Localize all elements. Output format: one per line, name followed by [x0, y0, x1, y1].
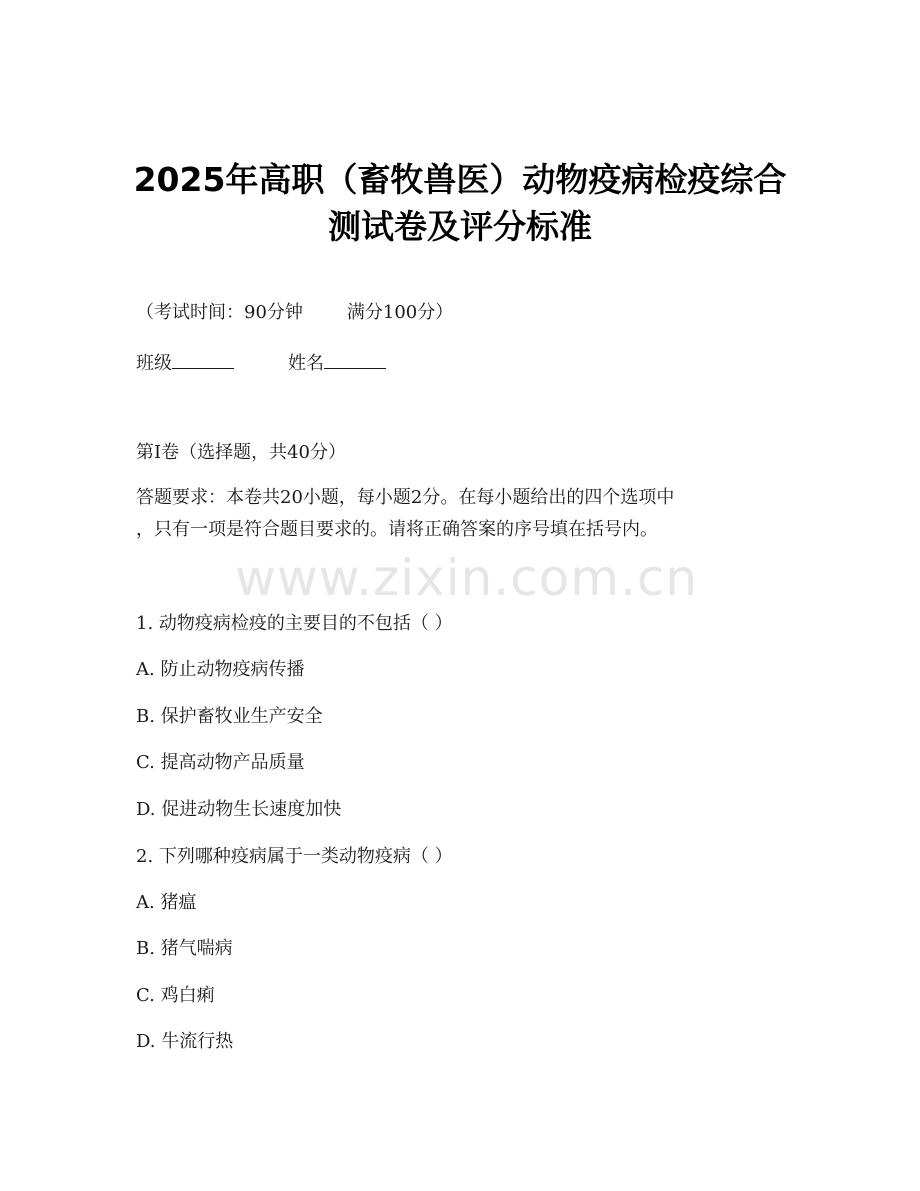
question-2-option-c: C. 鸡白痢 [136, 985, 215, 1006]
instructions-line-1: 答题要求：本卷共20小题，每小题2分。在每小题给出的四个选项中 [136, 487, 675, 508]
instructions-line-2: ，只有一项是符合题目要求的。请将正确答案的序号填在括号内。 [136, 519, 658, 540]
document-title-line-1: 2025年高职（畜牧兽医）动物疫病检疫综合 [133, 160, 787, 199]
section-heading: 第I卷（选择题，共40分） [136, 442, 347, 463]
question-2-option-a: A. 猪瘟 [136, 892, 197, 913]
student-info [136, 350, 796, 376]
question-2-option-b: B. 猪气喘病 [136, 938, 233, 959]
exam-info [136, 301, 796, 325]
question-2-option-d: D. 牛流行热 [136, 1031, 234, 1052]
name-blank [324, 350, 386, 369]
question-1-option-d: D. 促进动物生长速度加快 [136, 799, 342, 820]
document-title-line-2: 测试卷及评分标准 [328, 207, 592, 246]
name-label: 姓名 [288, 353, 324, 374]
question-1-option-b: B. 保护畜牧业生产安全 [136, 706, 323, 727]
class-label: 班级 [136, 353, 172, 374]
class-blank [172, 350, 234, 369]
question-2-stem: 2. 下列哪种疫病属于一类动物疫病（ ） [136, 846, 453, 867]
question-1-option-c: C. 提高动物产品质量 [136, 752, 305, 773]
question-1-option-a: A. 防止动物疫病传播 [136, 659, 305, 680]
watermark: www.zixin.com.cn [235, 549, 699, 607]
exam-score: 满分100分） [346, 302, 454, 323]
question-1-stem: 1. 动物疫病检疫的主要目的不包括（ ） [136, 613, 453, 634]
exam-time: （考试时间：90分钟 [136, 302, 303, 323]
